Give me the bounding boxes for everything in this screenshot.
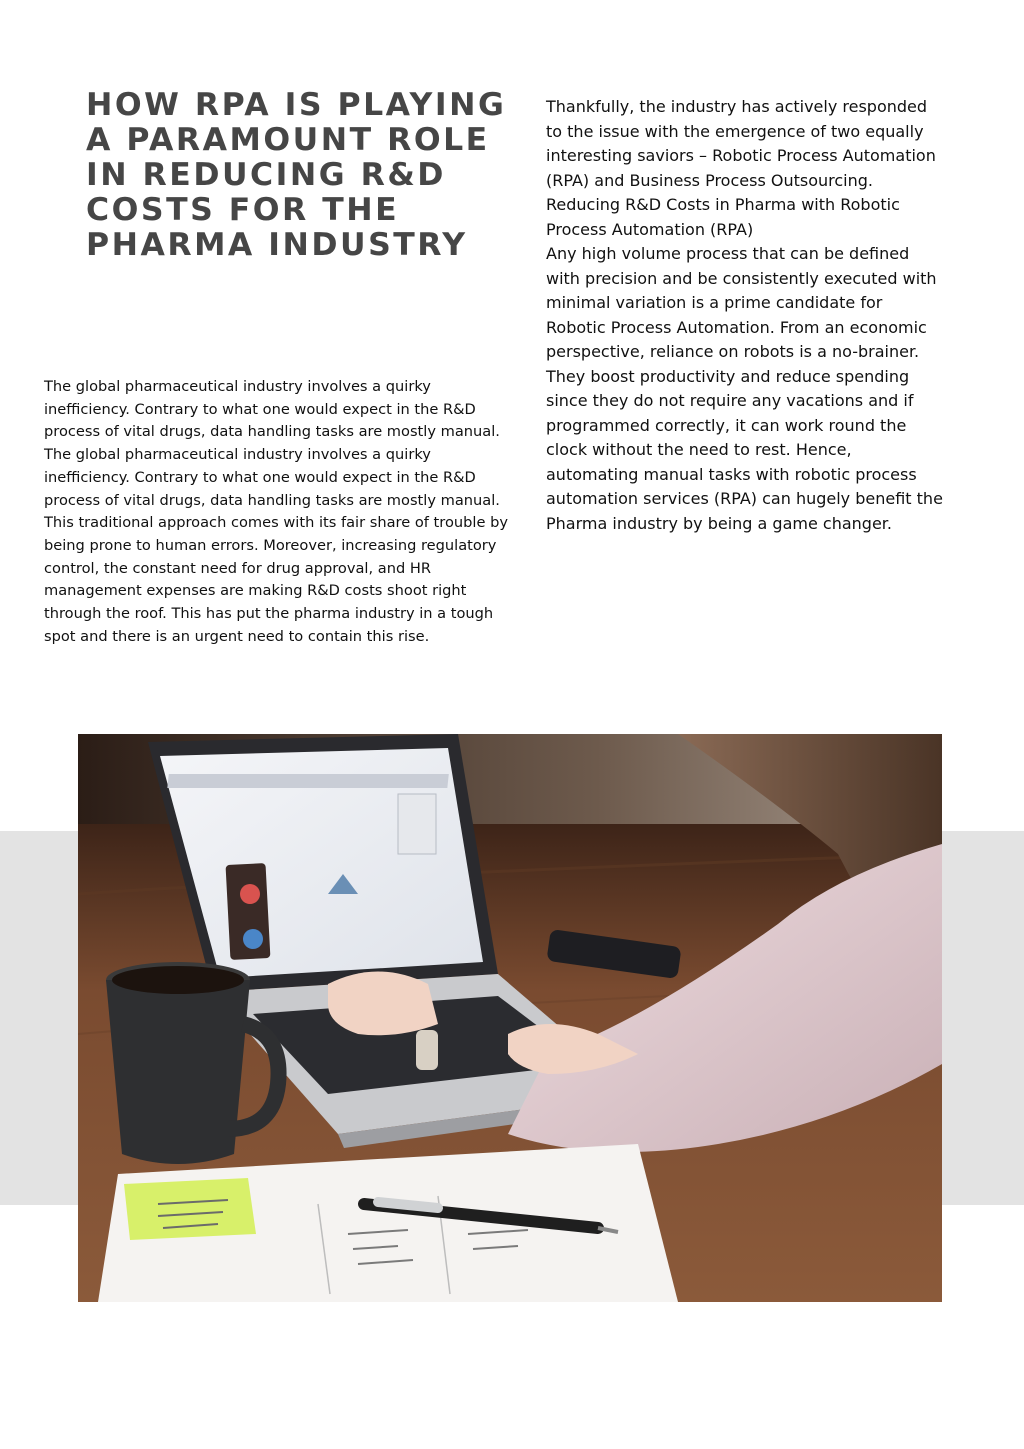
right-column	[546, 95, 946, 536]
saviors-paragraph: Thankfully, the industry has actively responded to the issue with the emergence of two equally interesting saviors – Robotic Process Automation (RPA) and Business Process Outsourcing.	[546, 97, 936, 190]
page-title: HOW RPA IS PLAYING A PARAMOUNT ROLE IN REDUCING R&D COSTS FOR THE PHARMA INDUSTRY	[86, 87, 507, 263]
section-subheading: Reducing R&D Costs in Pharma with Robotic Process Automation (RPA)	[546, 195, 900, 239]
watch-icon	[416, 1030, 438, 1070]
intro-paragraph: The global pharmaceutical industry involves a quirky inefficiency. Contrary to what one would expect in the R&D process of vital drugs, data handling tasks are mostly manual. The global pharmaceutical industry involves a quirky inefficiency. Contrary to what one would expect in the R&D process of vital drugs, data handling tasks are mostly manual. This traditional approach comes with its fair share of trouble by being prone to human errors. Moreover, increasing regulatory control, the constant need for drug approval, and HR management expenses are making R&D costs shoot right through the roof. This has put the pharma industry in a tough spot and there is an urgent need to contain this rise.	[44, 378, 508, 645]
rpa-paragraph: Any high volume process that can be defined with precision and be consistently executed with minimal variation is a prime candidate for Robotic Process Automation. From an economic perspective, reliance on robots is a no-brainer. They boost productivity and reduce spending since they do not require any vacations and if programmed correctly, it can work round the clock without the need to rest. Hence, automating manual tasks with robotic process automation services (RPA) can hugely benefit the Pharma industry by being a game changer.	[546, 244, 943, 533]
laptop-work-photo	[78, 734, 942, 1302]
